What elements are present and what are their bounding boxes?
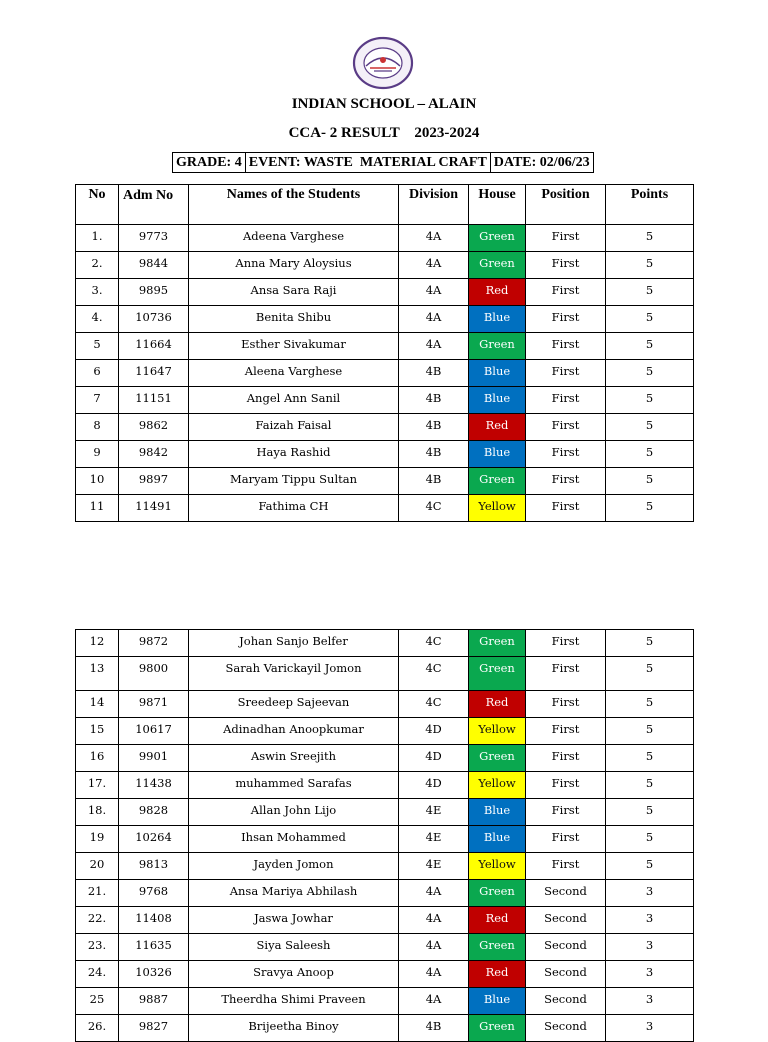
cell-division: 4A <box>399 306 469 333</box>
cell-points: 5 <box>606 772 694 799</box>
cell-points: 5 <box>606 441 694 468</box>
cell-position: First <box>526 772 606 799</box>
cell-student-name: Sarah Varickayil Jomon <box>189 657 399 691</box>
cell-house: Blue <box>469 441 526 468</box>
cell-no: 23. <box>76 934 119 961</box>
cell-adm-no: 10736 <box>119 306 189 333</box>
table-row <box>76 718 694 745</box>
col-header-position: Position <box>526 185 606 225</box>
cell-no: 18. <box>76 799 119 826</box>
cell-house: Red <box>469 907 526 934</box>
cell-points: 3 <box>606 961 694 988</box>
cell-house: Green <box>469 333 526 360</box>
cell-points: 5 <box>606 718 694 745</box>
col-header-division: Division <box>399 185 469 225</box>
cell-position: First <box>526 495 606 522</box>
cell-house: Yellow <box>469 772 526 799</box>
cell-adm-no: 9813 <box>119 853 189 880</box>
cell-division: 4B <box>399 360 469 387</box>
cell-student-name: Angel Ann Sanil <box>189 387 399 414</box>
table-row <box>76 225 694 252</box>
cell-points: 3 <box>606 880 694 907</box>
cell-adm-no: 11647 <box>119 360 189 387</box>
cell-student-name: Jayden Jomon <box>189 853 399 880</box>
date-label: DATE: 02/06/23 <box>490 152 594 173</box>
cell-position: Second <box>526 880 606 907</box>
cell-points: 5 <box>606 691 694 718</box>
cell-adm-no: 11491 <box>119 495 189 522</box>
cell-division: 4E <box>399 853 469 880</box>
cell-points: 5 <box>606 826 694 853</box>
cell-house: Blue <box>469 360 526 387</box>
cell-adm-no: 10326 <box>119 961 189 988</box>
cell-points: 5 <box>606 657 694 691</box>
cell-student-name: Allan John Lijo <box>189 799 399 826</box>
cell-student-name: Haya Rashid <box>189 441 399 468</box>
cell-house: Green <box>469 880 526 907</box>
cell-adm-no: 9773 <box>119 225 189 252</box>
cell-student-name: Adinadhan Anoopkumar <box>189 718 399 745</box>
cell-student-name: Anna Mary Aloysius <box>189 252 399 279</box>
table-row <box>76 441 694 468</box>
cell-division: 4A <box>399 252 469 279</box>
cell-division: 4B <box>399 441 469 468</box>
cell-division: 4D <box>399 772 469 799</box>
cell-student-name: Sreedeep Sajeevan <box>189 691 399 718</box>
table-row <box>76 279 694 306</box>
cell-house: Blue <box>469 988 526 1015</box>
cell-points: 3 <box>606 1015 694 1042</box>
school-name: INDIAN SCHOOL – ALAIN <box>291 96 477 112</box>
cell-division: 4A <box>399 907 469 934</box>
table-row <box>76 414 694 441</box>
cell-student-name: Ansa Sara Raji <box>189 279 399 306</box>
cell-position: First <box>526 441 606 468</box>
cell-no: 16 <box>76 745 119 772</box>
cell-no: 26. <box>76 1015 119 1042</box>
cell-division: 4A <box>399 333 469 360</box>
cell-position: First <box>526 468 606 495</box>
cell-position: First <box>526 225 606 252</box>
cell-student-name: Sravya Anoop <box>189 961 399 988</box>
cell-position: First <box>526 360 606 387</box>
cell-house: Green <box>469 657 526 691</box>
cell-student-name: Esther Sivakumar <box>189 333 399 360</box>
cell-student-name: Aswin Sreejith <box>189 745 399 772</box>
cell-position: First <box>526 387 606 414</box>
cell-house: Red <box>469 414 526 441</box>
table-row <box>76 934 694 961</box>
cell-division: 4A <box>399 279 469 306</box>
cell-adm-no: 9768 <box>119 880 189 907</box>
cell-position: First <box>526 414 606 441</box>
cell-division: 4C <box>399 657 469 691</box>
cell-position: First <box>526 630 606 657</box>
cell-position: First <box>526 691 606 718</box>
cell-student-name: Theerdha Shimi Praveen <box>189 988 399 1015</box>
cell-student-name: Johan Sanjo Belfer <box>189 630 399 657</box>
cell-house: Green <box>469 630 526 657</box>
cell-points: 5 <box>606 853 694 880</box>
cell-points: 3 <box>606 988 694 1015</box>
table-row <box>76 988 694 1015</box>
table-row <box>76 961 694 988</box>
table-header-row <box>76 185 694 225</box>
cell-student-name: Brijeetha Binoy <box>189 1015 399 1042</box>
cell-no: 2. <box>76 252 119 279</box>
cell-points: 5 <box>606 799 694 826</box>
cell-no: 25 <box>76 988 119 1015</box>
cell-house: Green <box>469 468 526 495</box>
cell-position: First <box>526 745 606 772</box>
cell-position: Second <box>526 907 606 934</box>
cell-house: Green <box>469 745 526 772</box>
cell-points: 5 <box>606 387 694 414</box>
table-row <box>76 745 694 772</box>
cell-position: First <box>526 333 606 360</box>
cell-house: Yellow <box>469 853 526 880</box>
cell-division: 4A <box>399 934 469 961</box>
school-logo <box>352 36 414 90</box>
cell-student-name: Adeena Varghese <box>189 225 399 252</box>
cell-no: 7 <box>76 387 119 414</box>
cell-points: 5 <box>606 468 694 495</box>
cell-points: 5 <box>606 630 694 657</box>
cell-no: 20 <box>76 853 119 880</box>
table-row <box>76 853 694 880</box>
event-label: EVENT: WASTE MATERIAL CRAFT <box>245 152 491 173</box>
cell-position: First <box>526 657 606 691</box>
cell-no: 10 <box>76 468 119 495</box>
cell-adm-no: 11635 <box>119 934 189 961</box>
cell-no: 1. <box>76 225 119 252</box>
cell-position: First <box>526 252 606 279</box>
cell-adm-no: 9897 <box>119 468 189 495</box>
cell-house: Blue <box>469 826 526 853</box>
cell-points: 5 <box>606 306 694 333</box>
cell-points: 5 <box>606 333 694 360</box>
cell-student-name: Fathima CH <box>189 495 399 522</box>
cell-no: 3. <box>76 279 119 306</box>
cell-adm-no: 9871 <box>119 691 189 718</box>
cell-points: 5 <box>606 225 694 252</box>
cell-adm-no: 11151 <box>119 387 189 414</box>
cell-student-name: Ihsan Mohammed <box>189 826 399 853</box>
cell-division: 4E <box>399 826 469 853</box>
table-row <box>76 333 694 360</box>
results-table-part2 <box>75 629 694 1042</box>
cell-adm-no: 10617 <box>119 718 189 745</box>
cell-adm-no: 9800 <box>119 657 189 691</box>
results-table-part1 <box>75 184 694 522</box>
col-header-points: Points <box>606 185 694 225</box>
cell-no: 19 <box>76 826 119 853</box>
cell-position: Second <box>526 961 606 988</box>
cell-adm-no: 10264 <box>119 826 189 853</box>
cell-no: 22. <box>76 907 119 934</box>
cell-position: First <box>526 826 606 853</box>
cell-house: Blue <box>469 306 526 333</box>
cell-student-name: Benita Shibu <box>189 306 399 333</box>
table-row <box>76 387 694 414</box>
cell-adm-no: 11408 <box>119 907 189 934</box>
table-row <box>76 799 694 826</box>
col-header-names: Names of the Students <box>189 185 399 225</box>
table-row <box>76 252 694 279</box>
cell-division: 4A <box>399 988 469 1015</box>
cell-student-name: Jaswa Jowhar <box>189 907 399 934</box>
table-row <box>76 306 694 333</box>
col-header-no: No <box>76 185 119 225</box>
cell-house: Blue <box>469 799 526 826</box>
table-row <box>76 657 694 691</box>
cell-student-name: muhammed Sarafas <box>189 772 399 799</box>
cell-house: Yellow <box>469 495 526 522</box>
grade-label: GRADE: 4 <box>172 152 246 173</box>
table-row <box>76 826 694 853</box>
cell-points: 5 <box>606 279 694 306</box>
cell-position: Second <box>526 1015 606 1042</box>
cell-points: 5 <box>606 745 694 772</box>
cell-no: 15 <box>76 718 119 745</box>
cell-no: 4. <box>76 306 119 333</box>
table-row <box>76 691 694 718</box>
result-title: CCA- 2 RESULT 2023-2024 <box>288 125 480 141</box>
table-row <box>76 630 694 657</box>
cell-no: 6 <box>76 360 119 387</box>
cell-house: Red <box>469 691 526 718</box>
cell-no: 12 <box>76 630 119 657</box>
cell-student-name: Ansa Mariya Abhilash <box>189 880 399 907</box>
cell-house: Green <box>469 934 526 961</box>
cell-division: 4B <box>399 387 469 414</box>
cell-adm-no: 11438 <box>119 772 189 799</box>
col-header-house: House <box>469 185 526 225</box>
cell-adm-no: 9828 <box>119 799 189 826</box>
cell-division: 4A <box>399 961 469 988</box>
cell-adm-no: 9895 <box>119 279 189 306</box>
cell-division: 4B <box>399 414 469 441</box>
table-row <box>76 772 694 799</box>
cell-points: 5 <box>606 414 694 441</box>
cell-position: First <box>526 718 606 745</box>
cell-house: Yellow <box>469 718 526 745</box>
cell-no: 14 <box>76 691 119 718</box>
table-row <box>76 360 694 387</box>
cell-position: Second <box>526 934 606 961</box>
cell-no: 5 <box>76 333 119 360</box>
cell-points: 5 <box>606 495 694 522</box>
cell-position: First <box>526 853 606 880</box>
cell-adm-no: 9901 <box>119 745 189 772</box>
cell-position: Second <box>526 988 606 1015</box>
cell-division: 4B <box>399 1015 469 1042</box>
cell-no: 13 <box>76 657 119 691</box>
cell-adm-no: 9844 <box>119 252 189 279</box>
cell-division: 4C <box>399 495 469 522</box>
cell-no: 8 <box>76 414 119 441</box>
cell-points: 5 <box>606 252 694 279</box>
cell-house: Red <box>469 279 526 306</box>
cell-no: 21. <box>76 880 119 907</box>
cell-adm-no: 9827 <box>119 1015 189 1042</box>
cell-division: 4B <box>399 468 469 495</box>
event-info-box <box>172 152 593 173</box>
cell-position: First <box>526 799 606 826</box>
cell-position: First <box>526 279 606 306</box>
cell-no: 9 <box>76 441 119 468</box>
table-row <box>76 880 694 907</box>
cell-house: Red <box>469 961 526 988</box>
table-row <box>76 468 694 495</box>
cell-no: 24. <box>76 961 119 988</box>
cell-house: Blue <box>469 387 526 414</box>
cell-points: 3 <box>606 907 694 934</box>
cell-points: 3 <box>606 934 694 961</box>
cell-student-name: Aleena Varghese <box>189 360 399 387</box>
cell-student-name: Siya Saleesh <box>189 934 399 961</box>
cell-house: Green <box>469 252 526 279</box>
cell-division: 4A <box>399 880 469 907</box>
col-header-adm-no: Adm No <box>119 185 189 225</box>
table-row <box>76 907 694 934</box>
cell-no: 17. <box>76 772 119 799</box>
cell-house: Green <box>469 1015 526 1042</box>
table-row <box>76 495 694 522</box>
cell-division: 4D <box>399 745 469 772</box>
cell-adm-no: 9887 <box>119 988 189 1015</box>
table-row <box>76 1015 694 1042</box>
cell-division: 4C <box>399 630 469 657</box>
cell-division: 4E <box>399 799 469 826</box>
cell-division: 4A <box>399 225 469 252</box>
cell-student-name: Faizah Faisal <box>189 414 399 441</box>
cell-adm-no: 9872 <box>119 630 189 657</box>
cell-adm-no: 9842 <box>119 441 189 468</box>
cell-no: 11 <box>76 495 119 522</box>
cell-division: 4D <box>399 718 469 745</box>
cell-adm-no: 9862 <box>119 414 189 441</box>
cell-division: 4C <box>399 691 469 718</box>
cell-position: First <box>526 306 606 333</box>
cell-points: 5 <box>606 360 694 387</box>
cell-adm-no: 11664 <box>119 333 189 360</box>
cell-student-name: Maryam Tippu Sultan <box>189 468 399 495</box>
cell-house: Green <box>469 225 526 252</box>
